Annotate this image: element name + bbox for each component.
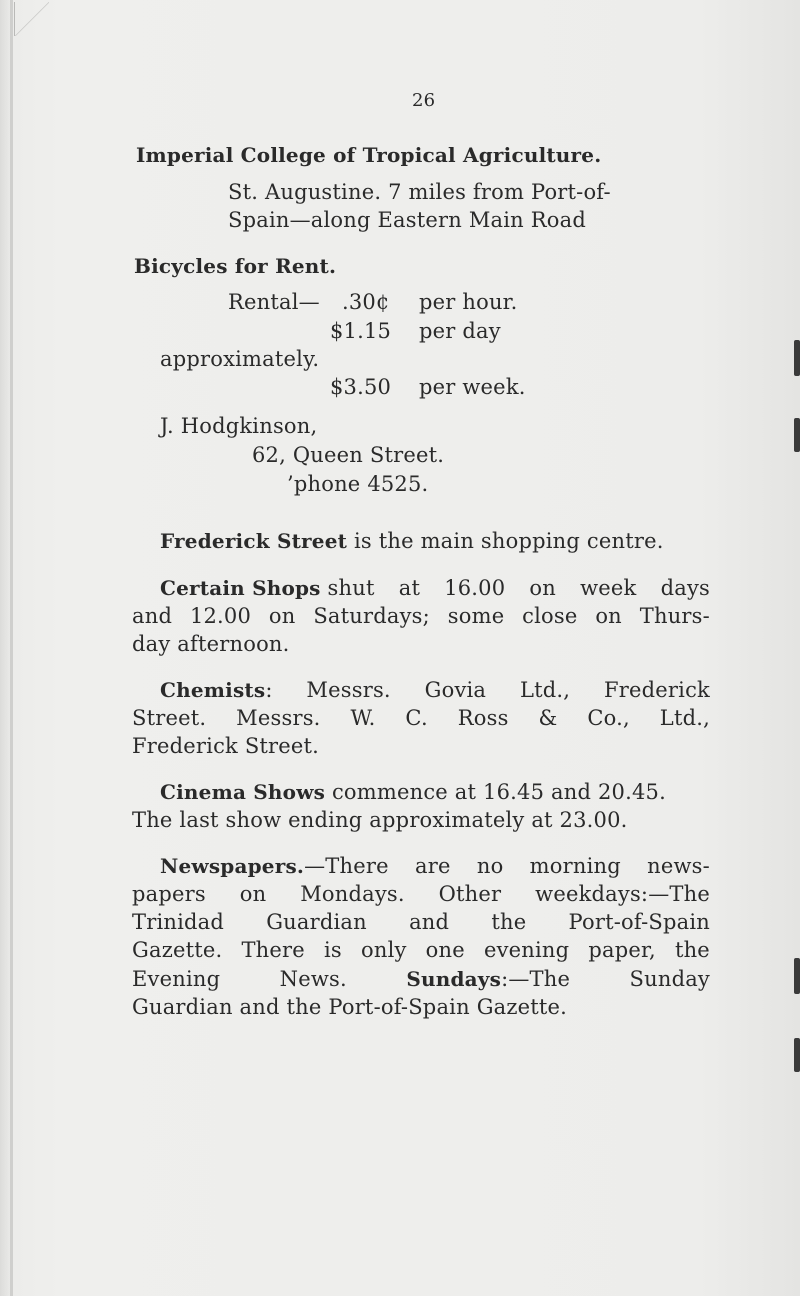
cinema-line-2: The last show ending approximately at 23.00. bbox=[132, 808, 628, 832]
hour-price: .30¢ bbox=[342, 290, 390, 314]
renter-name: J. Hodgkinson, bbox=[160, 414, 318, 438]
renter-address: 62, Queen Street. bbox=[252, 443, 445, 467]
page-spine bbox=[10, 0, 13, 1296]
day-unit: per day bbox=[419, 319, 501, 343]
binding-clip-mark bbox=[794, 340, 800, 376]
rental-label: Rental— bbox=[228, 290, 320, 314]
day-price: $1.15 bbox=[330, 319, 392, 343]
shops-bold: Certain Shops bbox=[160, 576, 321, 600]
week-price: $3.50 bbox=[330, 375, 392, 399]
renter-phone: ’phone 4525. bbox=[287, 472, 429, 496]
page-number: 26 bbox=[412, 90, 436, 111]
binding-clip-mark bbox=[794, 418, 800, 452]
shops-line-1: Certain Shops shut at 16.00 on week days bbox=[160, 576, 710, 600]
college-line-1: St. Augustine. 7 miles from Port-of- bbox=[228, 180, 611, 204]
newspapers-line-2: papers on Mondays. Other weekdays:—The bbox=[132, 882, 710, 906]
chemists-bold: Chemists bbox=[160, 678, 266, 702]
chemists-line-2: Street. Messrs. W. C. Ross & Co., Ltd., bbox=[132, 706, 710, 730]
chemists-line-1: Chemists: Messrs. Govia Ltd., Frederick bbox=[160, 678, 710, 702]
binding-clip-mark bbox=[794, 958, 800, 994]
newspapers-line-6: Guardian and the Port-of-Spain Gazette. bbox=[132, 995, 568, 1019]
cinema-bold: Cinema Shows bbox=[160, 780, 326, 804]
approximately-text: approximately. bbox=[160, 347, 320, 371]
shops-line-2: and 12.00 on Saturdays; some close on Thurs- bbox=[132, 604, 710, 628]
newspapers-line-4: Gazette. There is only one evening paper, the bbox=[132, 938, 710, 962]
newspapers-line-3: Trinidad Guardian and the Port-of-Spain bbox=[132, 910, 710, 934]
college-heading: Imperial College of Tropical Agriculture. bbox=[136, 143, 602, 167]
newspapers-bold: Newspapers. bbox=[160, 854, 305, 878]
newspapers-line-1: Newspapers.—There are no morning news- bbox=[160, 854, 710, 878]
frederick-paragraph bbox=[160, 528, 664, 554]
chemists-line-3: Frederick Street. bbox=[132, 734, 320, 758]
newspapers-line-5: Evening News. Sundays:—The Sunday bbox=[132, 967, 710, 991]
cinema-line-1: Cinema Shows commence at 16.45 and 20.45. bbox=[160, 780, 666, 804]
frederick-rest: is the main shopping centre. bbox=[347, 529, 664, 553]
folded-corner bbox=[14, 2, 49, 36]
sundays-bold: Sundays bbox=[406, 967, 502, 991]
college-line-2: Spain—along Eastern Main Road bbox=[228, 208, 587, 232]
hour-unit: per hour. bbox=[419, 290, 518, 314]
shops-line-3: day afternoon. bbox=[132, 632, 290, 656]
binding-clip-mark bbox=[794, 1038, 800, 1072]
week-unit: per week. bbox=[419, 375, 526, 399]
frederick-bold: Frederick Street bbox=[160, 529, 348, 553]
bicycles-heading: Bicycles for Rent. bbox=[134, 254, 337, 278]
